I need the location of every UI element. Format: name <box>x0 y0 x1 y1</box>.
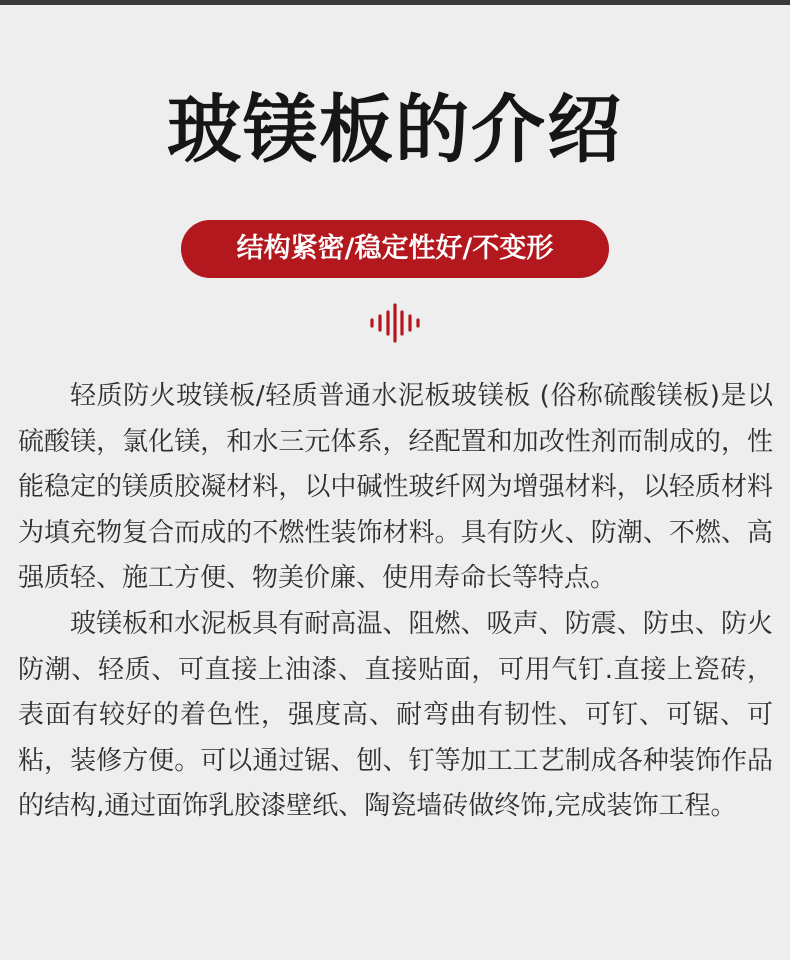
page-title: 玻镁板的介绍 <box>167 87 623 173</box>
paragraph-features: 玻镁板和水泥板具有耐高温、阻燃、吸声、防震、防虫、防火防潮、轻质、可直接上油漆、直接贴面，可用气钉.直接上瓷砖，表面有较好的着色性，强度高、耐弯曲有韧性、可钉、可锯、可粘，装修方便。可以通过锯、刨、钉等加工工艺制成各种装饰作品的结构,通过面饰乳胶漆壁纸、陶瓷墙砖做终饰,完成装饰工程。 <box>18 608 773 822</box>
paragraph-intro: 轻质防火玻镁板/轻质普通水泥板玻镁板 (俗称硫酸镁板)是以硫酸镁，氯化镁，和水三元体系，经配置和加改性剂而制成的，性能稳定的镁质胶凝材料，以中碱性玻纤网为增强材料，以轻质材料为填充物复合而成的不燃性装饰材料。具有防火、防潮、不燃、高强质轻、施工方便、物美价廉、使用寿命长等特点。 <box>18 381 773 594</box>
top-divider <box>0 0 790 5</box>
feature-badge: 结构紧密/稳定性好/不变形 <box>181 220 609 278</box>
description <box>18 374 773 830</box>
sound-wave-icon <box>366 303 424 343</box>
